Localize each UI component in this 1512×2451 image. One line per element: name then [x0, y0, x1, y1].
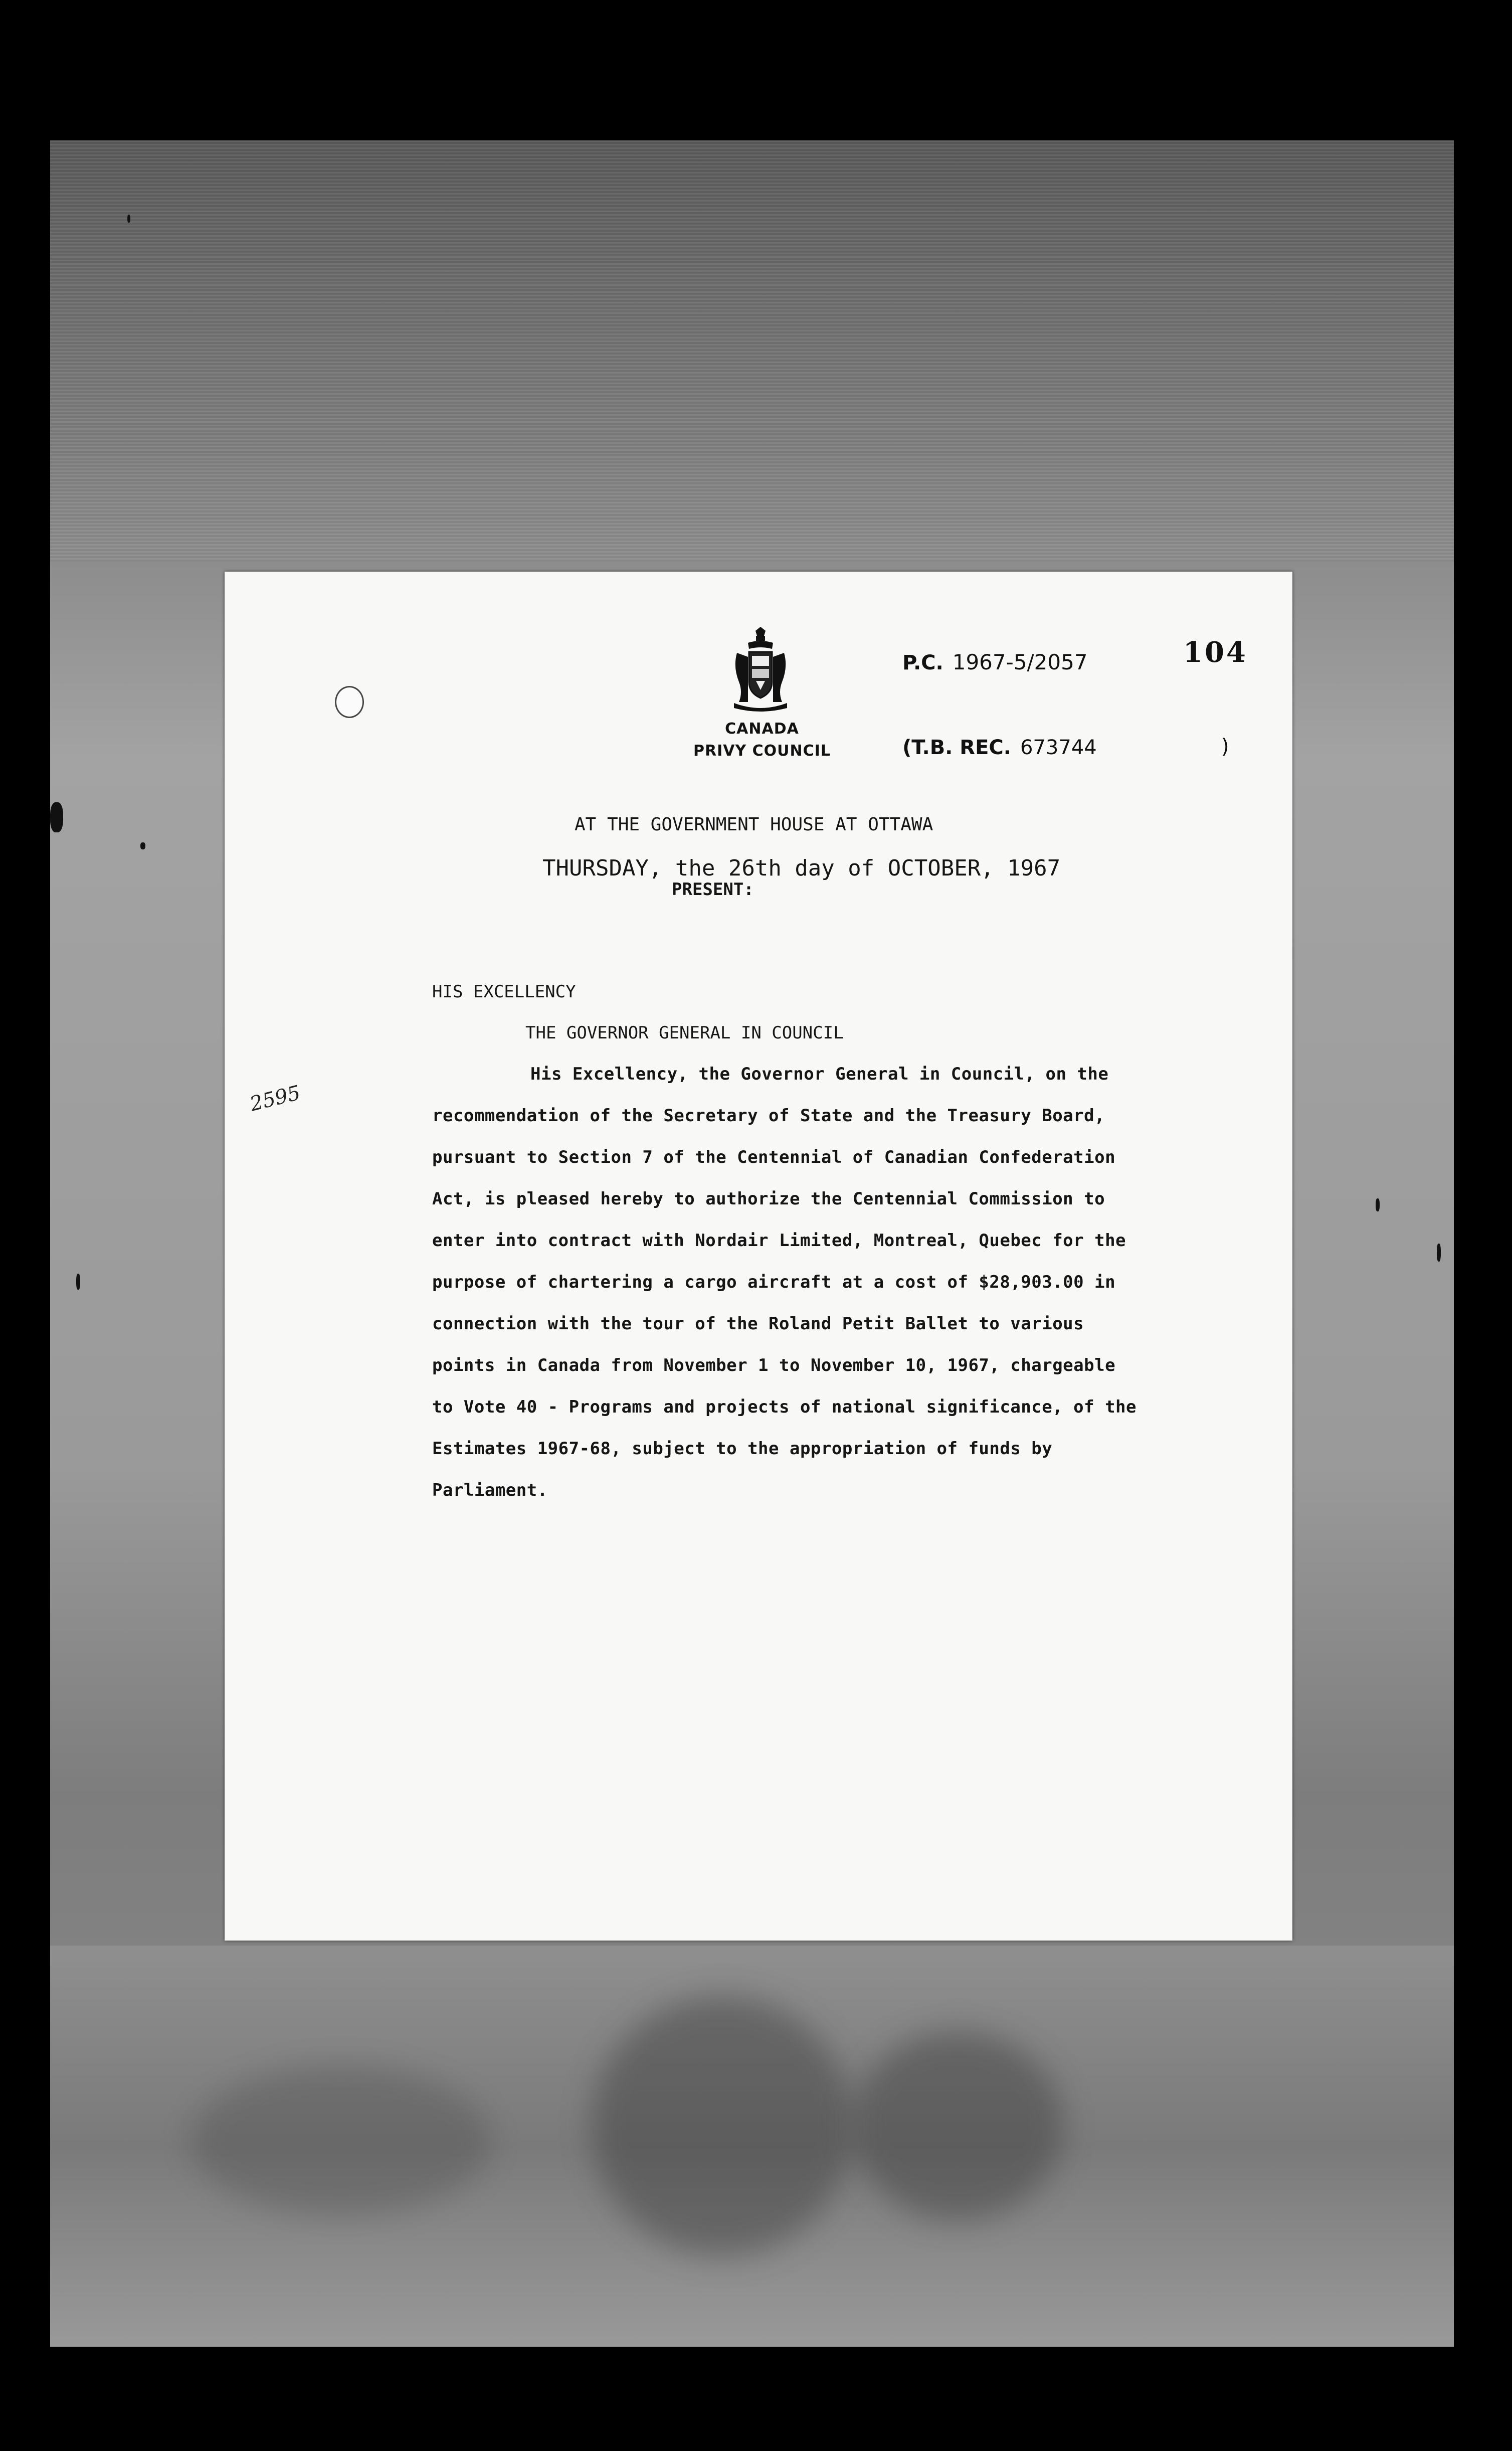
body-line: purpose of chartering a cargo aircraft at a cost of $28,903.00 in — [432, 1272, 1116, 1292]
body-line: Estimates 1967-68, subject to the appropriation of funds by — [432, 1439, 1053, 1459]
salutation-line: THE GOVERNOR GENERAL IN COUNCIL — [525, 1023, 844, 1043]
tb-reference-row — [902, 736, 1097, 759]
film-speck — [1437, 1244, 1441, 1262]
page-number: 104 — [1183, 636, 1248, 669]
pc-number: 1967-5/2057 — [952, 650, 1088, 674]
backing-smudge — [191, 2066, 491, 2216]
organization-name: CANADA — [725, 720, 799, 738]
film-speck — [140, 842, 145, 849]
salutation-line: HIS EXCELLENCY — [432, 982, 576, 1002]
body-line: enter into contract with Nordair Limited, Montreal, Quebec for the — [432, 1231, 1126, 1251]
tb-prefix: (T.B. REC. — [902, 736, 1011, 759]
body-line: Act, is pleased hereby to authorize the Centennial Commission to — [432, 1189, 1105, 1209]
present-heading: PRESENT: — [672, 880, 754, 900]
meeting-date: THURSDAY, the 26th day of OCTOBER, 1967 — [542, 855, 1061, 881]
backing-smudge — [852, 2031, 1063, 2221]
organization-subname: PRIVY COUNCIL — [693, 742, 831, 760]
tb-number: 673744 — [1020, 736, 1097, 759]
film-speck — [127, 215, 130, 223]
handwritten-margin-note: 2595 — [247, 1081, 303, 1116]
body-line: connection with the tour of the Roland Petit Ballet to various — [432, 1314, 1084, 1334]
pc-prefix: P.C. — [902, 651, 943, 674]
body-line: pursuant to Section 7 of the Centennial of Canadian Confederation — [432, 1147, 1116, 1167]
backing-smudge — [592, 1996, 852, 2256]
coat-of-arms-icon — [728, 627, 793, 712]
film-speck — [50, 802, 63, 832]
body-line: His Excellency, the Governor General in Council, on the — [530, 1064, 1109, 1084]
backing-texture — [50, 140, 1454, 562]
body-line: points in Canada from November 1 to November 10, 1967, chargeable — [432, 1355, 1116, 1375]
tb-close-paren: ) — [1221, 735, 1229, 758]
body-line: to Vote 40 - Programs and projects of national significance, of the — [432, 1397, 1137, 1417]
film-speck — [76, 1274, 80, 1290]
meeting-venue: AT THE GOVERNMENT HOUSE AT OTTAWA — [575, 814, 933, 835]
body-line: Parliament. — [432, 1480, 548, 1500]
body-line: recommendation of the Secretary of State and the Treasury Board, — [432, 1106, 1105, 1126]
punch-hole — [335, 686, 364, 718]
pc-number-row — [902, 650, 1088, 674]
document-page — [225, 572, 1292, 1941]
film-speck — [1376, 1198, 1380, 1211]
